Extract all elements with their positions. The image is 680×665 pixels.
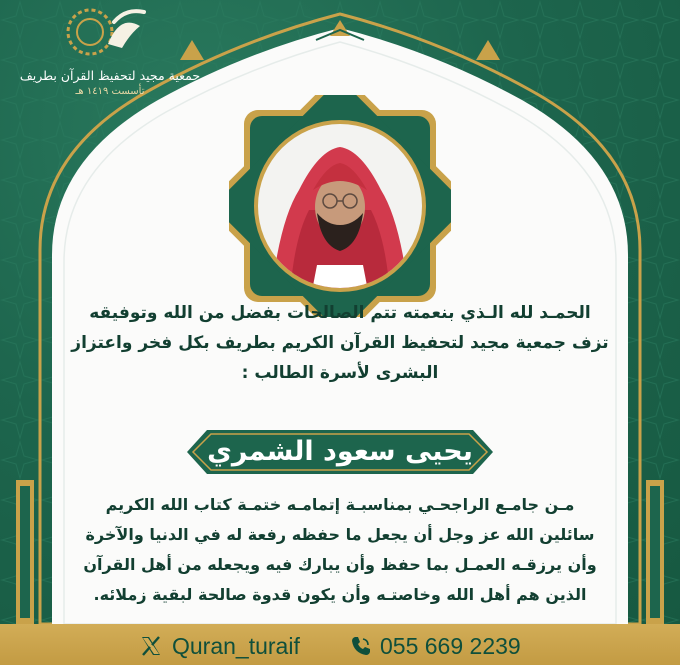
organization-name: جمعية مجيد لتحفيظ القرآن بطريف <box>19 68 201 83</box>
logo-emblem-icon <box>60 4 150 62</box>
intro-line: البشرى لأسرة الطالب : <box>241 363 439 383</box>
phone-number: 055 669 2239 <box>380 632 521 659</box>
body-paragraph <box>80 490 600 610</box>
founded-date: تأسست ١٤١٩ هـ <box>75 86 145 97</box>
phone-contact <box>350 632 521 660</box>
social-contact <box>138 632 300 660</box>
body-line: وأن يرزقـه العمـل بما حفظ وأن يبارك فيه ويجعله من أهل القرآن <box>83 555 597 574</box>
intro-paragraph <box>60 298 620 388</box>
student-portrait <box>229 95 451 317</box>
social-handle: Quran_turaif <box>172 632 300 659</box>
contact-footer <box>0 624 680 665</box>
x-logo-icon <box>138 633 164 659</box>
phone-icon <box>350 635 372 657</box>
body-line: مـن جامـع الراجحـي بمناسبـة إتمامـه ختمـة كتاب الله الكريم <box>105 495 575 514</box>
organization-logo <box>10 4 210 104</box>
intro-line: الحمـد لله الـذي بنعمته تتم الصالحات بفضل من الله وتوفيقه <box>89 303 591 323</box>
student-name: يحيى سعود الشمري <box>207 436 473 467</box>
body-line: الذين هم أهل الله وخاصتـه وأن يكون قدوة صالحة لبقية زملائه. <box>93 585 587 604</box>
body-line: سائلين الله عز وجل أن يجعل ما حفظه رفعة له في الدنيا والآخرة <box>85 525 595 544</box>
intro-line: تزف جمعية مجيد لتحفيظ القرآن الكريم بطريف بكل فخر واعتزاز <box>71 333 609 353</box>
